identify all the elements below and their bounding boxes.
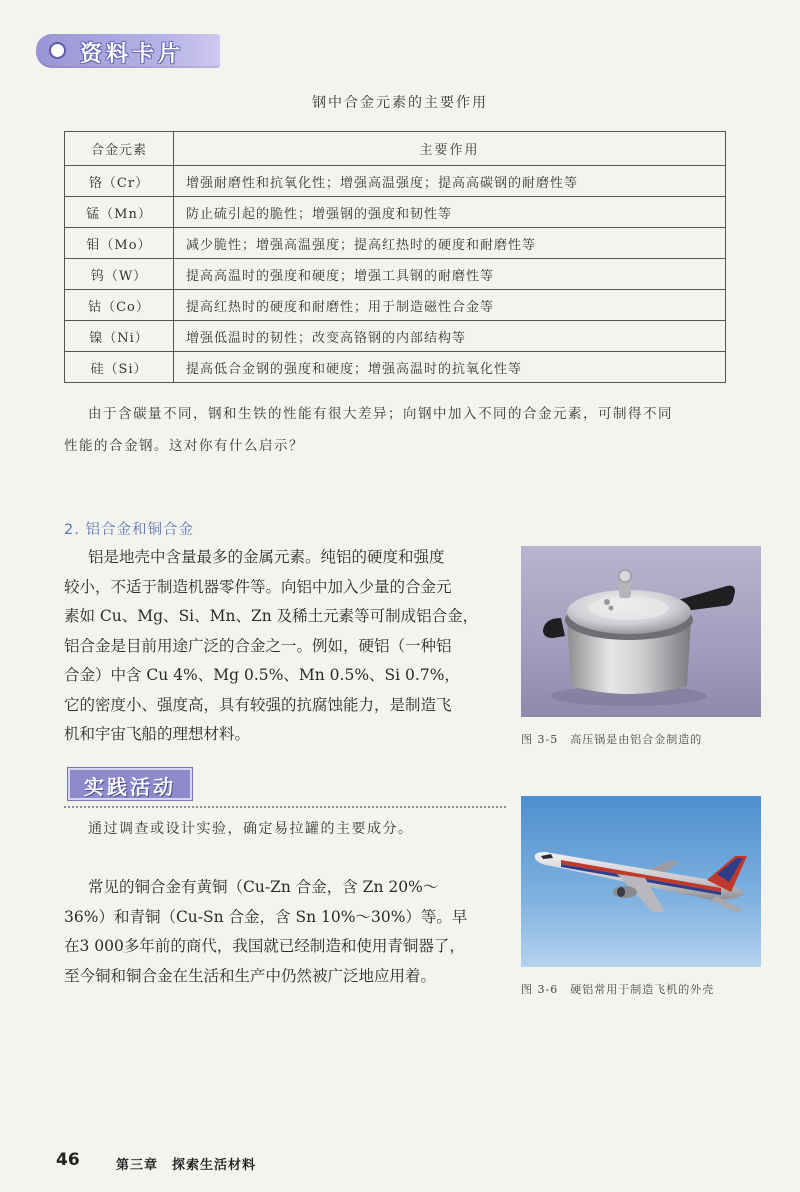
paragraph-line: 常见的铜合金有黄铜（Cu-Zn 合金，含 Zn 20%～ (88, 878, 439, 896)
paragraph-line: 至今铜和铜合金在生活和生产中仍然被广泛地应用着。 (64, 966, 437, 985)
header-effect: 主要作用 (174, 132, 726, 166)
paragraph-line: 铝合金是目前用途广泛的合金之一。例如，硬铝（一种铝 (64, 636, 452, 655)
paragraph-line: 36%）和青铜（Cu-Sn 合金，含 Sn 10%～30%）等。早 (64, 907, 468, 926)
practice-activity-text: 通过调查或设计实验，确定易拉罐的主要成分。 (88, 821, 414, 837)
element-cell: 铬（Cr） (65, 166, 174, 197)
practice-activity-label: 实践活动 (84, 775, 176, 799)
circle-bullet-icon (49, 42, 66, 59)
paragraph-line: 在3 000多年前的商代，我国就已经制造和使用青铜器了， (64, 937, 465, 955)
paragraph-line: 素如 Cu、Mg、Si、Mn、Zn 及稀土元素等可制成铝合金， (64, 607, 479, 625)
table-row (65, 259, 726, 290)
effect-cell: 提高低合金钢的强度和硬度；增强高温时的抗氧化性等 (174, 352, 726, 383)
figure-caption: 图 3-5 高压锅是由铝合金制造的 (521, 733, 703, 746)
note-line: 由于含碳量不同，钢和生铁的性能有很大差异；向钢中加入不同的合金元素，可制得不同 (88, 406, 673, 422)
figure-pressure-cooker (521, 546, 761, 747)
paragraph-line: 铝是地壳中含量最多的金属元素。纯铝的硬度和强度 (88, 548, 445, 566)
copper-alloy-paragraph (64, 873, 504, 991)
element-cell: 钼（Mo） (65, 228, 174, 259)
paragraph-line: 它的密度小、强度高，具有较强的抗腐蚀能力，是制造飞 (64, 695, 452, 714)
section-heading: 2. 铝合金和铜合金 (64, 522, 194, 538)
table-row (65, 228, 726, 259)
paragraph-line: 合金）中含 Cu 4%、Mg 0.5%、Mn 0.5%、Si 0.7%， (64, 666, 460, 684)
figure-caption: 图 3-6 硬铝常用于制造飞机的外壳 (521, 983, 715, 996)
note-line: 性能的合金钢。这对你有什么启示？ (64, 438, 304, 454)
table-row (65, 197, 726, 228)
table-title: 钢中合金元素的主要作用 (312, 95, 488, 111)
element-cell: 锰（Mn） (65, 197, 174, 228)
table-row (65, 321, 726, 352)
aluminum-alloy-paragraph (64, 543, 504, 750)
element-cell: 钴（Co） (65, 290, 174, 321)
info-card-label: 资料卡片 (80, 42, 185, 67)
element-cell: 硅（Si） (65, 352, 174, 383)
paragraph-line: 机和宇宙飞船的理想材料。 (64, 725, 251, 743)
steel-note-paragraph (64, 398, 736, 462)
header-element: 合金元素 (65, 132, 174, 166)
figure-airplane (521, 796, 761, 997)
alloy-elements-table (64, 131, 726, 383)
effect-cell: 减少脆性；增强高温强度；提高红热时的硬度和耐磨性等 (174, 228, 726, 259)
info-card-badge (36, 34, 220, 68)
pressure-cooker-image (521, 546, 761, 717)
practice-activity-badge (68, 768, 192, 800)
table-header-row (65, 132, 726, 166)
paragraph-line: 较小，不适于制造机器零件等。向铝中加入少量的合金元 (64, 577, 452, 596)
table-row (65, 352, 726, 383)
chapter-title: 第三章 探索生活材料 (116, 1158, 257, 1173)
page-number: 46 (56, 1150, 80, 1170)
table-row (65, 166, 726, 197)
table-row (65, 290, 726, 321)
effect-cell: 提高高温时的强度和硬度；增强工具钢的耐磨性等 (174, 259, 726, 290)
airplane-image (521, 796, 761, 967)
effect-cell: 提高红热时的硬度和耐磨性；用于制造磁性合金等 (174, 290, 726, 321)
dotted-divider (64, 806, 506, 808)
element-cell: 镍（Ni） (65, 321, 174, 352)
effect-cell: 增强低温时的韧性；改变高铬钢的内部结构等 (174, 321, 726, 352)
effect-cell: 防止硫引起的脆性；增强钢的强度和韧性等 (174, 197, 726, 228)
element-cell: 钨（W） (65, 259, 174, 290)
effect-cell: 增强耐磨性和抗氧化性；增强高温强度；提高高碳钢的耐磨性等 (174, 166, 726, 197)
